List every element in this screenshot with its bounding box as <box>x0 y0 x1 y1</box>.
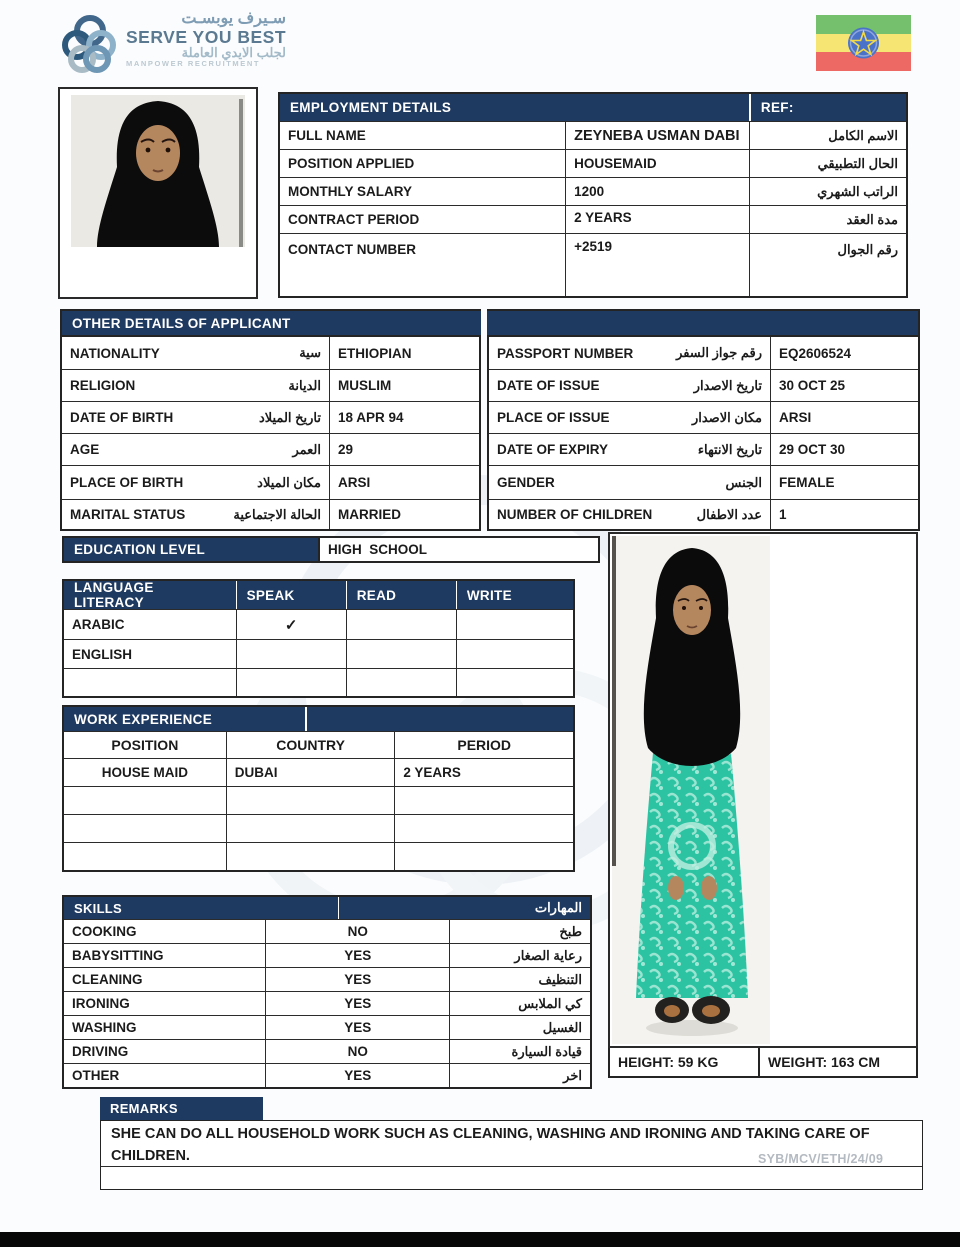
field-value: ARSI <box>779 410 812 425</box>
field-label-arabic: عدد الاطفال <box>696 506 762 522</box>
document-code: SYB/MCV/ETH/24/09 <box>758 1152 884 1166</box>
skill-value: YES <box>344 1020 372 1035</box>
work-experience-title-spacer <box>305 707 573 731</box>
field-value: FEMALE <box>779 475 835 490</box>
field-value: HOUSEMAID <box>574 156 657 171</box>
skill-value: YES <box>344 972 372 987</box>
field-value: 30 OCT 25 <box>779 378 846 393</box>
skill-label-arabic: التنظيف <box>538 971 582 987</box>
remarks-empty-row <box>101 1167 922 1188</box>
brand-name-arabic: سـيرف يوبسـت <box>181 10 287 27</box>
field-label-arabic: الراتب الشهري <box>817 183 898 199</box>
other-details-title-spacer <box>487 309 920 337</box>
work-country: DUBAI <box>234 765 278 780</box>
field-label-arabic: رقم جواز السفر <box>676 345 762 360</box>
field-label: NATIONALITY <box>70 345 160 361</box>
education-level-label: EDUCATION LEVEL <box>62 536 320 563</box>
field-label: NUMBER OF CHILDREN <box>497 507 653 522</box>
field-label-arabic: تاريخ الاصدار <box>693 377 762 393</box>
brand-name: SERVE YOU BEST <box>126 26 287 47</box>
employment-details-table <box>278 92 908 298</box>
other-details-title: OTHER DETAILS OF APPLICANT <box>60 309 481 337</box>
language-name: ARABIC <box>72 617 125 632</box>
skill-label: WASHING <box>72 1020 137 1035</box>
checkmark-icon: ✓ <box>284 616 298 634</box>
skill-label: OTHER <box>72 1068 120 1083</box>
applicant-fullbody-photo <box>612 536 770 1044</box>
position-header: POSITION <box>111 737 179 753</box>
work-period: 2 YEARS <box>403 765 461 780</box>
field-label: PASSPORT NUMBER <box>497 345 634 361</box>
scan-edge-bar <box>0 1232 960 1247</box>
applicant-headshot-frame <box>58 87 258 299</box>
field-value: 29 OCT 30 <box>779 442 846 457</box>
field-label: MONTHLY SALARY <box>288 184 413 199</box>
ethiopia-flag-icon <box>816 15 911 71</box>
brand-tagline: MANPOWER RECRUITMENT <box>126 58 261 68</box>
other-details-right <box>487 337 920 531</box>
skill-label: BABYSITTING <box>72 948 164 963</box>
brand-logo <box>60 11 286 77</box>
education-level-value-cell <box>320 536 600 563</box>
skill-value: YES <box>344 996 372 1011</box>
education-level-value: HIGH SCHOOL <box>328 542 428 557</box>
field-label-arabic: الجنس <box>725 474 762 490</box>
field-label-arabic: تاريخ الميلاد <box>258 409 321 425</box>
skill-label-arabic: الغسيل <box>542 1019 582 1035</box>
remarks-title: REMARKS <box>100 1097 263 1120</box>
skills-title-arabic-cell <box>338 897 590 919</box>
field-label-arabic: مكان الاصدار <box>691 409 762 425</box>
skill-label: CLEANING <box>72 972 143 987</box>
field-label: AGE <box>70 442 100 457</box>
skill-label-arabic: قيادة السيارة <box>511 1043 582 1059</box>
skills-title: SKILLS <box>64 897 338 919</box>
field-label: RELIGION <box>70 378 136 393</box>
skill-value: YES <box>344 948 372 963</box>
weight-value: WEIGHT: 163 CM <box>768 1054 881 1070</box>
write-header: WRITE <box>456 581 573 609</box>
field-value: 1 <box>779 507 787 522</box>
field-value: 2 YEARS <box>574 210 632 225</box>
ref-label: REF: <box>749 94 906 121</box>
other-details-left <box>60 337 481 531</box>
work-experience-title: WORK EXPERIENCE <box>64 707 305 731</box>
skill-label-arabic: رعاية الصغار <box>514 947 582 963</box>
field-value: MARRIED <box>338 507 401 522</box>
skill-label-arabic: طبخ <box>559 923 582 939</box>
speak-header: SPEAK <box>236 581 346 609</box>
field-label: GENDER <box>497 475 555 490</box>
education-level <box>62 536 600 563</box>
field-label: CONTACT NUMBER <box>288 242 416 257</box>
skill-value: YES <box>344 1068 372 1083</box>
field-label: DATE OF BIRTH <box>70 410 174 425</box>
field-label-arabic: مكان الميلاد <box>257 474 321 490</box>
field-label-arabic: سية <box>299 345 321 360</box>
skills-table <box>62 895 592 1089</box>
skill-label: IRONING <box>72 996 130 1011</box>
field-label-arabic: مدة العقد <box>846 211 898 227</box>
skill-value: NO <box>347 924 368 939</box>
height-value: HEIGHT: 59 KG <box>618 1054 719 1070</box>
field-label-arabic: الحالة الاجتماعية <box>233 506 321 522</box>
language-literacy-header: LANGUAGE LITERACY <box>64 581 236 609</box>
language-literacy-table <box>62 579 575 698</box>
field-label-arabic: الحال التطبيقي <box>817 155 898 171</box>
skill-label: COOKING <box>72 924 137 939</box>
other-details-table <box>60 309 920 531</box>
field-value: 29 <box>338 442 354 457</box>
field-label: PLACE OF ISSUE <box>497 410 610 425</box>
field-label-arabic: العمر <box>292 441 321 457</box>
skill-label-arabic: كي الملابس <box>518 995 582 1011</box>
field-label: DATE OF ISSUE <box>497 378 600 393</box>
brand-tagline-arabic: لجلب الايدي العاملة <box>181 45 287 61</box>
field-label: DATE OF EXPIRY <box>497 442 609 457</box>
field-label: MARITAL STATUS <box>70 507 186 522</box>
field-value: 1200 <box>574 184 605 199</box>
field-value: ETHIOPIAN <box>338 345 412 361</box>
skill-label-arabic: اخر <box>563 1067 582 1083</box>
field-value: EQ2606524 <box>779 345 852 361</box>
applicant-fullbody-frame <box>608 532 918 1048</box>
remarks-text: SHE CAN DO ALL HOUSEHOLD WORK SUCH AS CLEANING, WASHING AND IRONING AND TAKING CARE OF CHILDREN. <box>101 1121 922 1167</box>
field-value: 18 APR 94 <box>338 410 404 425</box>
field-label-arabic: الديانة <box>288 377 321 393</box>
field-label: FULL NAME <box>288 128 366 143</box>
field-value: +2519 <box>574 239 613 254</box>
read-header: READ <box>346 581 456 609</box>
skill-value: NO <box>347 1044 368 1059</box>
skill-label: DRIVING <box>72 1044 129 1059</box>
field-label-arabic: تاريخ الانتهاء <box>697 441 762 457</box>
work-position: HOUSE MAID <box>101 765 188 780</box>
skills-title-arabic: المهارات <box>534 900 582 915</box>
field-label: CONTRACT PERIOD <box>288 212 420 227</box>
period-header: PERIOD <box>457 737 512 753</box>
field-value: ARSI <box>338 475 371 490</box>
language-name: ENGLISH <box>72 646 133 662</box>
applicant-headshot-photo <box>71 95 245 247</box>
field-label-arabic: الاسم الكامل <box>828 127 898 143</box>
field-label-arabic: رقم الجوال <box>837 242 898 257</box>
country-header: COUNTRY <box>276 737 345 753</box>
field-label: POSITION APPLIED <box>288 156 415 171</box>
field-value: MUSLIM <box>338 378 392 393</box>
logo-knot-icon <box>60 11 118 77</box>
field-value: ZEYNEBA USMAN DABI <box>574 127 740 144</box>
body-measurements-row <box>608 1048 918 1078</box>
field-label: PLACE OF BIRTH <box>70 475 184 490</box>
work-experience-table <box>62 705 575 872</box>
employment-details-title: EMPLOYMENT DETAILS <box>280 94 749 121</box>
